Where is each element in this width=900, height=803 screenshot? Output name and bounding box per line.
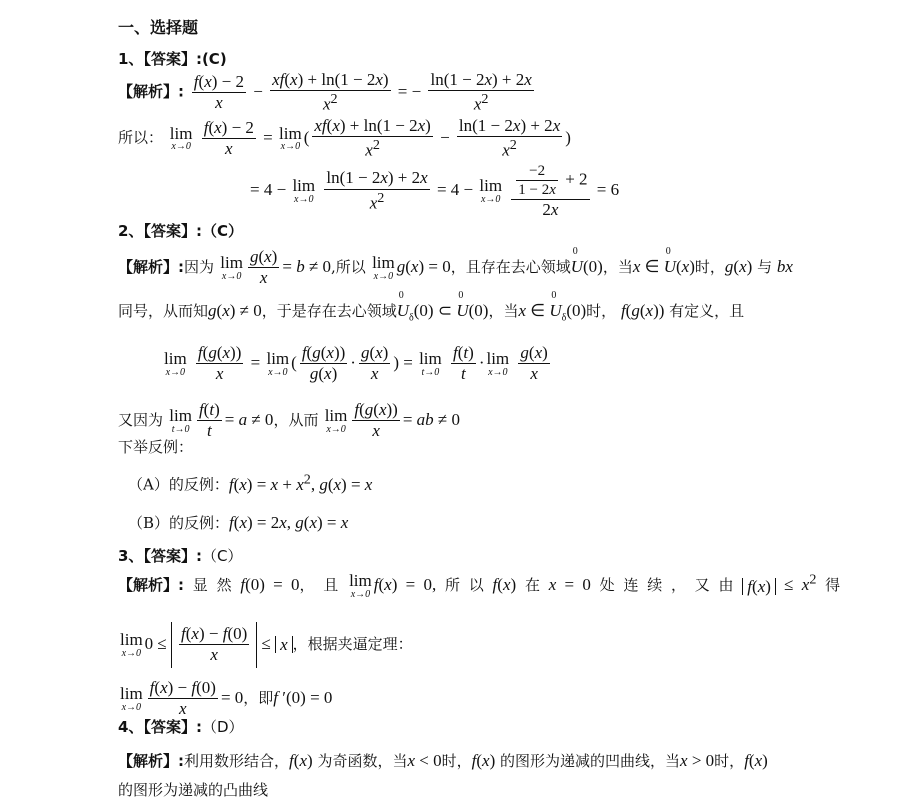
q2-text: 同号，从而知	[118, 302, 209, 320]
q1-answer-line: 1、【答案】:(C)	[118, 50, 227, 68]
q4-text: 为奇函数，当	[317, 752, 408, 770]
q4-text: 时，	[441, 752, 472, 770]
q2-text: 时，	[586, 302, 617, 320]
q2-counter-b: （B）的反例：f(x) = 2x, g(x) = x	[128, 513, 349, 532]
q1-analysis-tag: 【解析】	[118, 82, 179, 101]
q1-equation-3: = 4 − lim x→0 $\frac{\ln(1 - 2x) + 2x}{x^2}$ = 4 − lim x→0 $\frac{-2}{1 - 2x}$ + 2 2x = 6	[250, 163, 620, 219]
q4-text: 时，	[714, 752, 745, 770]
q4-answer-tag: 【答案】	[143, 718, 196, 736]
q2-text: 与	[757, 257, 773, 276]
q2-text: ,所以	[331, 257, 366, 276]
q2-counter-intro: 下举反例：	[118, 438, 194, 456]
q2-text: ，当	[602, 257, 633, 276]
q2-equation-chain: lim x→0 $\frac{f(g(x))}{x}$ = lim x→0 ( $\frac{f(g(x))}{g(x)}$ · $\frac{g(x)}{x}$ ) = lim t→0 $\frac{f(t)}{t}$ · lim x→0 $\frac{g(x)}{x}$	[164, 343, 548, 384]
q3-analysis-line: 【解析】: 显 然 f(0) = 0， 且 lim x→0 f(x) = 0, 所 以 f(x) 在 x = 0 处 连 续 ， 又 由 $f(x) \le x^2$ 得	[118, 571, 841, 600]
q2-analysis-line: 【解析】:因为 lim x→0 $\frac{g(x)}{x}$ = b ≠ 0,所以 lim x→0 g(x) = 0，且存在去心领域0 U(0)，当x ∈ 0 U(x)时，g(x) 与 bx	[118, 247, 793, 289]
q4-analysis-tag: 【解析】	[118, 752, 179, 770]
q1-result: 6	[610, 180, 620, 200]
q3-text: 处 连 续 ， 又 由	[599, 576, 734, 595]
q1-answer: (C)	[201, 50, 227, 68]
q2-text: ，从而	[273, 410, 319, 429]
q1-so-text: 所以：	[118, 128, 164, 147]
q3-analysis-tag: 【解析】	[118, 576, 179, 595]
q2-text: ，当	[488, 302, 519, 320]
q4-answer: （D）	[201, 718, 244, 736]
q3-text: ，即	[243, 688, 274, 707]
q3-answer-line: 3、【答案】:（C）	[118, 547, 243, 565]
q3-answer-tag: 【答案】	[143, 547, 196, 565]
q2-answer-line: 2、【答案】:（C）	[118, 222, 243, 240]
q2-answer-tag: 【答案】	[143, 222, 196, 240]
q2-answer: （C）	[201, 222, 243, 240]
q3-squeeze-line: lim x→0 0 ≤ $\frac{f(x) - f(0)}{x}$ ≤ x ，根据夹逼定理：	[118, 622, 413, 668]
q3-derivative-line: lim x→0 $\frac{f(x) - f(0)}{x}$ = 0，即f ′(0) = 0	[120, 678, 333, 719]
q2-text: 因为	[184, 257, 215, 276]
q4-answer-line: 4、【答案】:（D）	[118, 718, 244, 736]
q2-text: 有定义，且	[669, 302, 745, 320]
q1-number: 1、	[118, 50, 144, 68]
q2-number: 2、	[118, 222, 144, 240]
q2-counter-a: （A）的反例：$f(x) = x + x^2$, g(x) = x	[128, 471, 373, 494]
q1-so-line	[118, 116, 571, 161]
q3-number: 3、	[118, 547, 144, 565]
q3-text: ， 且	[299, 576, 339, 595]
section-title: 一、选择题	[118, 18, 199, 37]
q1-equation-1: $\frac{f(x) - 2}{x}$ − $\frac{xf(x) + \ln(1 - 2x)}{x^2}$ = − $\frac{\ln(1 - 2x) + 2x}{x^2}$	[193, 70, 532, 115]
q4-line-2: 的图形为递减的凸曲线	[118, 781, 269, 799]
q3-text: 在	[524, 576, 540, 595]
q2-text: （B）的反例：	[128, 514, 230, 532]
q2-line-2: 同号，从而知g(x) ≠ 0，于是存在去心领域0 $U_\delta(0)$ ⊂ 0 U(0)，当x ∈ 0 $U_\delta(0)$时， f(g(x)) 有定义，且	[118, 302, 744, 323]
q3-text: ，根据夹逼定理：	[292, 634, 413, 653]
q3-text: 所 以	[444, 576, 484, 595]
q4-text: 利用数形结合，	[184, 752, 290, 770]
q3-answer: （C）	[201, 547, 243, 565]
q2-text: 时，	[694, 257, 725, 276]
q2-text: ，且存在去心领域	[450, 257, 571, 276]
q3-text: 得	[825, 576, 841, 595]
q4-text: 的图形为递减的凹曲线，当	[500, 752, 681, 770]
q1-analysis-line: 【解析】: $\frac{f(x) - 2}{x}$ − $\frac{xf(x) + \ln(1 - 2x)}{x^2}$ = − $\frac{\ln(1 - 2x) + 2x}{x^2}$	[118, 70, 537, 115]
q1-answer-tag: 【答案】	[143, 50, 196, 68]
q4-number: 4、	[118, 718, 144, 736]
q2-text: （A）的反例：	[128, 475, 229, 494]
q4-analysis-line: 【解析】:利用数形结合，f(x) 为奇函数，当x < 0时，f(x) 的图形为递减的凹曲线，当x > 0时，f(x)	[118, 751, 768, 770]
q2-line-4: 又因为 lim t→0 $\frac{f(t)}{t}$ = a ≠ 0，从而 lim x→0 $\frac{f(g(x))}{x}$ = ab ≠ 0	[118, 400, 461, 441]
q2-analysis-tag: 【解析】	[118, 257, 179, 276]
q2-text: 又因为	[118, 410, 164, 429]
q2-text: ，于是存在去心领域	[261, 302, 397, 320]
q3-text: 显 然	[192, 576, 232, 595]
q1-equation-2: lim x→0 $\frac{f(x) - 2}{x}$ = lim x→0 ( $\frac{xf(x) + \ln(1 - 2x)}{x^2}$ − $\frac{\ln(1 - 2x) + 2x}{x^2}$ )	[169, 116, 571, 161]
